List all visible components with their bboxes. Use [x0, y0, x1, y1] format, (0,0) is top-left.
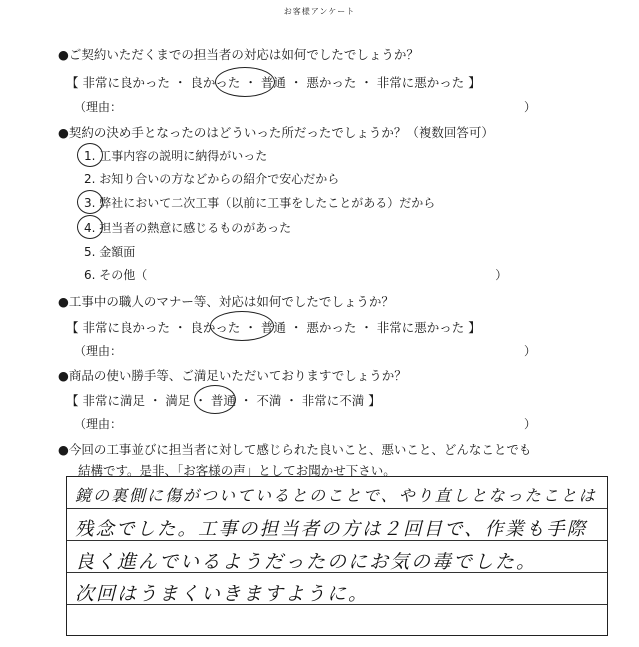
- q2-option-4: 4. 担当者の熱意に感じるものがあった: [84, 221, 292, 235]
- q1-question: ●ご契約いただくまでの担当者の対応は如何でしたでしょうか？: [58, 47, 419, 62]
- q2-option-5: 5. 金額面: [84, 245, 136, 259]
- q2-circle-1: [77, 143, 103, 167]
- q1-reason: （理由： ）: [74, 100, 537, 114]
- handwritten-line-4: 次回はうまくいきますように。: [75, 583, 370, 605]
- q4-question: ●商品の使い勝手等、ご満足いただいておりますでしょうか？: [58, 368, 407, 383]
- q2-question: ●契約の決め手となったのはどういった所だったでしょうか？（複数回答可）: [58, 125, 494, 140]
- q3-selected-circle: [210, 311, 274, 341]
- free-comment-box: [66, 476, 608, 636]
- q1-options: 【 非常に良かった ・ 良かった ・ 普通 ・ 悪かった ・ 非常に悪かった 】: [66, 75, 481, 90]
- q2-circle-3: [77, 190, 103, 214]
- q5-question-line1: ●今回の工事並びに担当者に対して感じられた良いこと、悪いこと、どんなことでも: [58, 442, 532, 457]
- q2-option-6: 6. その他（ ）: [84, 268, 508, 282]
- q2-option-3: 3. 弊社において二次工事（以前に工事をしたことがある）だから: [84, 196, 436, 210]
- page-title: お客様アンケート: [283, 7, 356, 16]
- q4-reason: （理由： ）: [74, 417, 537, 431]
- ruled-line: [67, 508, 607, 509]
- q3-reason: （理由： ）: [74, 344, 537, 358]
- q4-options: 【 非常に満足 ・ 満足 ・ 普通 ・ 不満 ・ 非常に不満 】: [66, 393, 381, 408]
- q4-selected-circle: [194, 385, 236, 414]
- q3-question: ●工事中の職人のマナー等、対応は如何でしたでしょうか？: [58, 294, 394, 309]
- q2-circle-4: [77, 215, 103, 239]
- q3-options: 【 非常に良かった ・ 良かった ・ 普通 ・ 悪かった ・ 非常に悪かった 】: [66, 320, 481, 335]
- q1-selected-circle: [215, 67, 275, 97]
- q2-option-2: 2. お知り合いの方などからの紹介で安心だから: [84, 172, 340, 186]
- handwritten-line-2: 残念でした。工事の担当者の方は２回目で、作業も手際: [75, 519, 588, 540]
- handwritten-line-1: 鏡の裏側に傷がついているとのことで、やり直しとなったことは: [75, 486, 597, 505]
- q5-question-line2: 結構です。是非、「お客様の声」としてお聞かせ下さい。: [78, 463, 396, 478]
- handwritten-line-3: 良く進んでいるようだったのにお気の毒でした。: [75, 551, 538, 573]
- q2-option-1: 1. 工事内容の説明に納得がいった: [84, 149, 268, 163]
